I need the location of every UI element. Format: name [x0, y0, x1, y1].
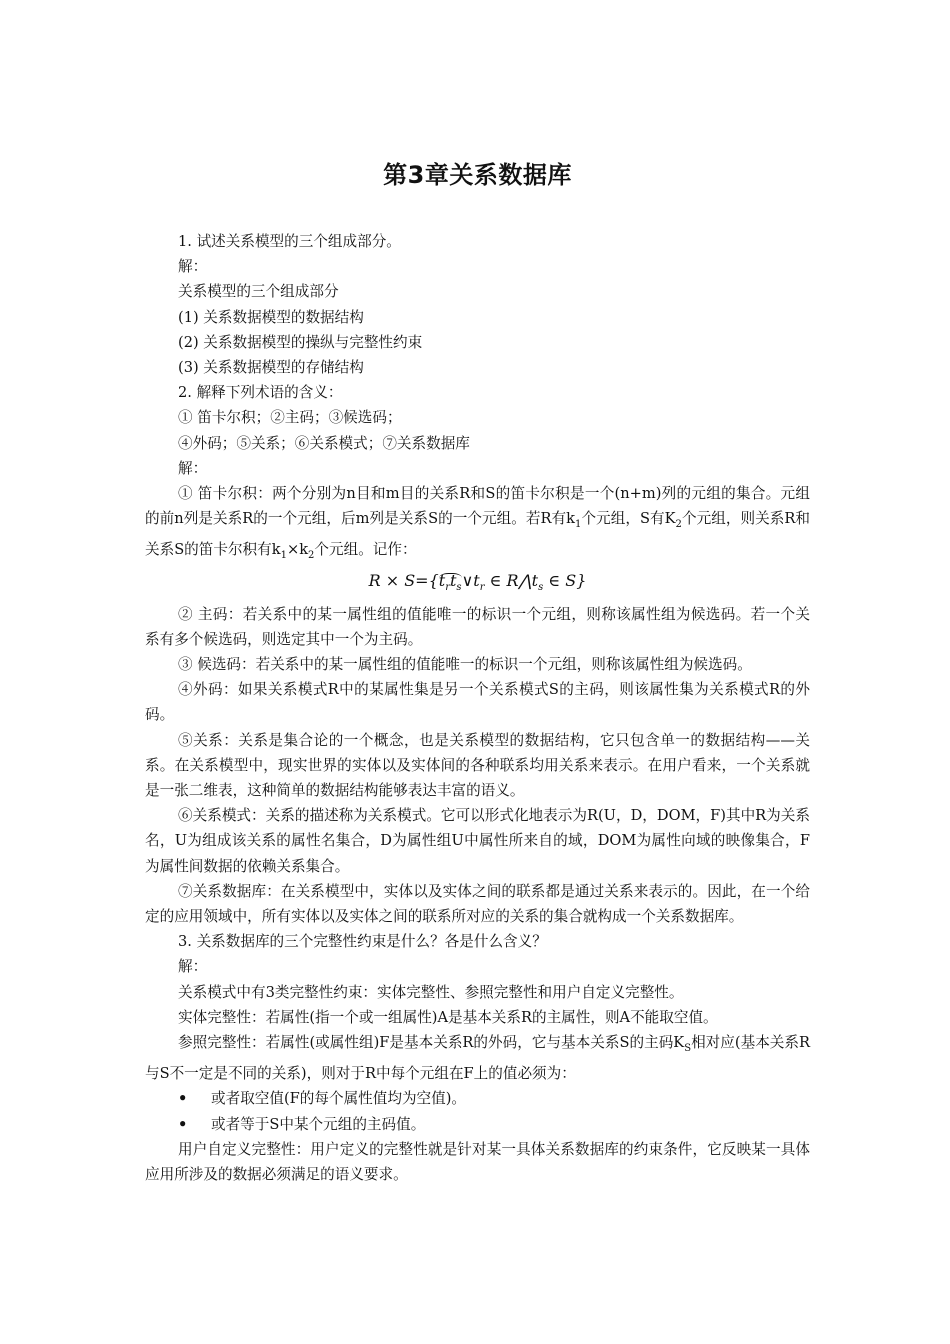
integrity-overview: 关系模式中有3类完整性约束：实体完整性、参照完整性和用户自定义完整性。: [178, 983, 684, 1001]
q1-item: (3) 关系数据模型的存储结构: [178, 359, 364, 377]
q1-answer-label: 解：: [178, 258, 208, 276]
formula-hat-group: $t_rt_s$: [438, 571, 462, 594]
q1-item: (2) 关系数据模型的操纵与完整性约束: [178, 333, 423, 351]
q1-item: (1) 关系数据模型的数据结构: [178, 308, 364, 326]
bullet-icon: •: [178, 1115, 188, 1133]
relational-database-definition: ⑦关系数据库：在关系模型中，实体以及实体之间的联系都是通过关系来表示的。因此，在一个给定的应用领域中，所有实体以及实体之间的联系所对应的关系的集合就构成一个关系数据库。: [145, 882, 810, 926]
q2-answer-label: 解：: [178, 459, 208, 477]
q1-question: 1. 试述关系模型的三个组成部分。: [178, 233, 401, 250]
list-item: • 或者取空值(F的每个属性值均为空值)。: [145, 1086, 810, 1111]
chapter-title: 第3章关系数据库: [383, 161, 572, 189]
cartesian-product-definition: ① 笛卡尔积：两个分别为n目和m目的关系R和S的笛卡尔积是一个(n+m)列的元组的集合。元组的前n列是关系R的一个元组，后m列是关系S的一个元组。若R有$k_1$个元组，S有$K_2$个元组，则关系R和关系S的笛卡尔积有$k_1\times k_2$个元组。记作：: [145, 485, 810, 562]
cartesian-product-formula: $R \times S=\{t_rt_s\vee t_r$ ∈ $R⋀t_s$ ∈ S}: [368, 571, 587, 594]
q3-answer-label: 解：: [178, 958, 208, 976]
entity-integrity: 实体完整性：若属性(指一个或一组属性)A是基本关系R的主属性，则A不能取空值。: [178, 1008, 718, 1026]
q2-terms-line: ④外码；⑤关系；⑥关系模式；⑦关系数据库: [178, 434, 470, 452]
q2-question: 2. 解释下列术语的含义：: [178, 384, 343, 402]
user-defined-integrity: 用户自定义完整性：用户定义的完整性就是针对某一具体关系数据库的约束条件，它反映某一具体应用所涉及的数据必须满足的语义要求。: [145, 1140, 810, 1184]
q3-question: 3. 关系数据库的三个完整性约束是什么？各是什么含义？: [178, 933, 547, 951]
q2-terms-line: ① 笛卡尔积；②主码；③候选码；: [178, 409, 402, 427]
relation-schema-definition: ⑥关系模式：关系的描述称为关系模式。它可以形式化地表示为R(U，D，DOM，F)其中R为关系名，U为组成该关系的属性名集合，D为属性组U中属性所来自的域，DOM为属性向域的映像集合，F为属性间数据的依赖关系集合。: [145, 807, 810, 875]
referential-integrity: 参照完整性：若属性(或属性组)F是基本关系R的外码，它与基本关系S的主码$K_S$相对应(基本关系R与S不一定是不同的关系)，则对于R中每个元组在F上的值必须为：: [145, 1034, 811, 1083]
foreign-key-definition: ④外码：如果关系模式R中的某属性集是另一个关系模式S的主码，则该属性集为关系模式R的外码。: [145, 681, 810, 724]
list-item: • 或者等于S中某个元组的主码值。: [145, 1112, 810, 1137]
candidate-key-definition: ③ 候选码：若关系中的某一属性组的值能唯一的标识一个元组，则称该属性组为候选码。: [178, 656, 752, 674]
primary-key-definition: ② 主码：若关系中的某一属性组的值能唯一的标识一个元组，则称该属性组为候选码。若一个关系有多个候选码，则选定其中一个为主码。: [145, 605, 810, 648]
q1-intro: 关系模型的三个组成部分: [178, 283, 339, 301]
document-body: [145, 229, 810, 1187]
bullet-icon: •: [178, 1090, 188, 1108]
relation-definition: ⑤关系：关系是集合论的一个概念，也是关系模型的数据结构，它只包含单一的数据结构——关系。在关系模型中，现实世界的实体以及实体间的各种联系均用关系来表示。在用户看来，一个关系就是一张二维表，这种简单的数据结构能够表达丰富的语义。: [145, 731, 810, 800]
